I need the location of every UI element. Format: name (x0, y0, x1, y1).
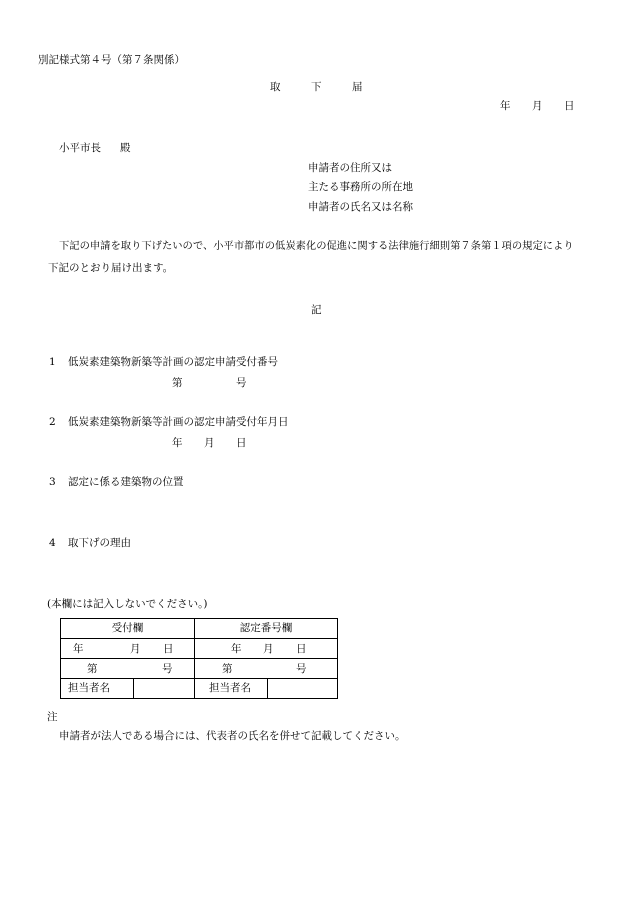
reception-dai: 第 (87, 663, 98, 675)
reception-number-cell (61, 659, 195, 679)
ki-heading: 記 (311, 304, 322, 316)
item-sub-year: 年 (172, 437, 183, 449)
date-month: 月 (532, 100, 543, 112)
reception-header: 受付欄 (61, 619, 195, 639)
certification-dai: 第 (222, 663, 233, 675)
certification-year: 年 (231, 643, 242, 655)
reception-date-cell (61, 639, 195, 659)
item-number: 4 (49, 537, 56, 549)
item-number: 2 (49, 416, 56, 428)
office-use-caption: (本欄には記入しないでください。) (47, 598, 208, 610)
note-text: 申請者が法人である場合には、代表者の氏名を併せて記載してください。 (59, 730, 406, 742)
certification-staff-value (268, 679, 338, 699)
reception-year: 年 (73, 643, 84, 655)
table-row (61, 619, 338, 639)
table-row (61, 679, 338, 699)
reception-staff-value (134, 679, 195, 699)
reception-staff-label: 担当者名 (61, 679, 134, 699)
title-char-2: 下 (311, 81, 322, 93)
reception-go: 号 (162, 663, 173, 675)
item-text: 取下げの理由 (68, 537, 131, 549)
title-char-3: 届 (352, 81, 363, 93)
certification-date-cell (195, 639, 338, 659)
applicant-address-label: 申請者の住所又は (308, 162, 392, 174)
item-sub-day: 日 (236, 437, 247, 449)
office-use-table (60, 618, 338, 699)
addressee-name: 小平市長 (59, 142, 101, 154)
item-sub-month: 月 (204, 437, 215, 449)
certification-day: 日 (296, 643, 307, 655)
reception-day: 日 (163, 643, 174, 655)
item-text: 低炭素建築物新築等計画の認定申請受付年月日 (68, 416, 289, 428)
table-row (61, 639, 338, 659)
item-text: 低炭素建築物新築等計画の認定申請受付番号 (68, 356, 278, 368)
date-day: 日 (564, 100, 575, 112)
certification-header: 認定番号欄 (195, 619, 338, 639)
form-number: 別記様式第４号（第７条関係） (38, 54, 185, 66)
table-row (61, 659, 338, 679)
item-sub-dai: 第 (172, 377, 183, 389)
item-number: 3 (49, 476, 56, 488)
title-char-1: 取 (270, 81, 281, 93)
certification-number-cell (195, 659, 338, 679)
reception-month: 月 (130, 643, 141, 655)
body-line-2: 下記のとおり届け出ます。 (48, 262, 174, 274)
certification-go: 号 (296, 663, 307, 675)
applicant-name-label: 申請者の氏名又は名称 (308, 201, 413, 213)
note-heading: 注 (47, 711, 58, 723)
certification-staff-label: 担当者名 (195, 679, 268, 699)
item-text: 認定に係る建築物の位置 (68, 476, 184, 488)
item-number: 1 (49, 356, 56, 368)
addressee-honorific: 殿 (120, 142, 131, 154)
applicant-office-label: 主たる事務所の所在地 (308, 181, 413, 193)
certification-month: 月 (263, 643, 274, 655)
item-sub-go: 号 (236, 377, 247, 389)
body-line-1: 下記の申請を取り下げたいので、小平市都市の低炭素化の促進に関する法律施行細則第７条第１項の規定により (59, 240, 574, 252)
date-year: 年 (500, 100, 511, 112)
